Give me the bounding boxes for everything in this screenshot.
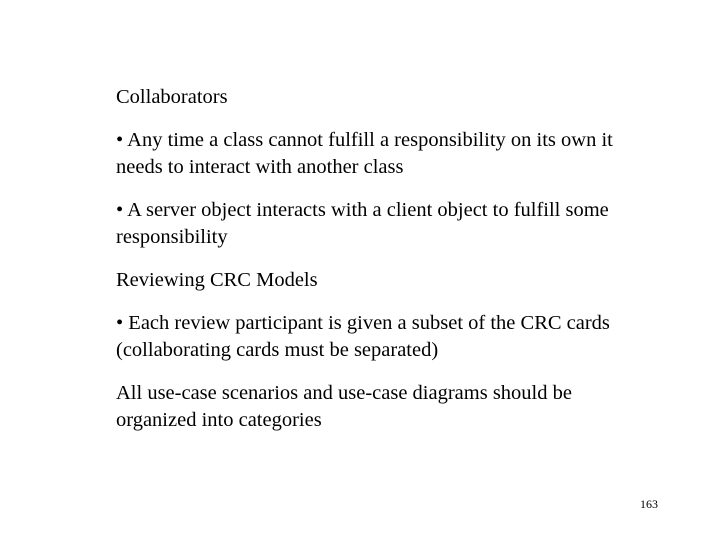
page-number: 163	[640, 497, 658, 511]
paragraph-use-case-scenarios: All use-case scenarios and use-case diagrams should be organized into categories	[116, 382, 572, 431]
bullet-server-client-object: • A server object interacts with a client object to fulfill some responsibility	[116, 199, 609, 248]
slide-content	[116, 84, 616, 450]
bullet-interact-with-class: • Any time a class cannot fulfill a responsibility on its own it needs to interact with another class	[116, 129, 613, 178]
heading-collaborators: Collaborators	[116, 86, 228, 108]
bullet-review-participant: • Each review participant is given a subset of the CRC cards (collaborating cards must be separated)	[116, 312, 610, 361]
heading-reviewing-crc-models: Reviewing CRC Models	[116, 269, 318, 291]
